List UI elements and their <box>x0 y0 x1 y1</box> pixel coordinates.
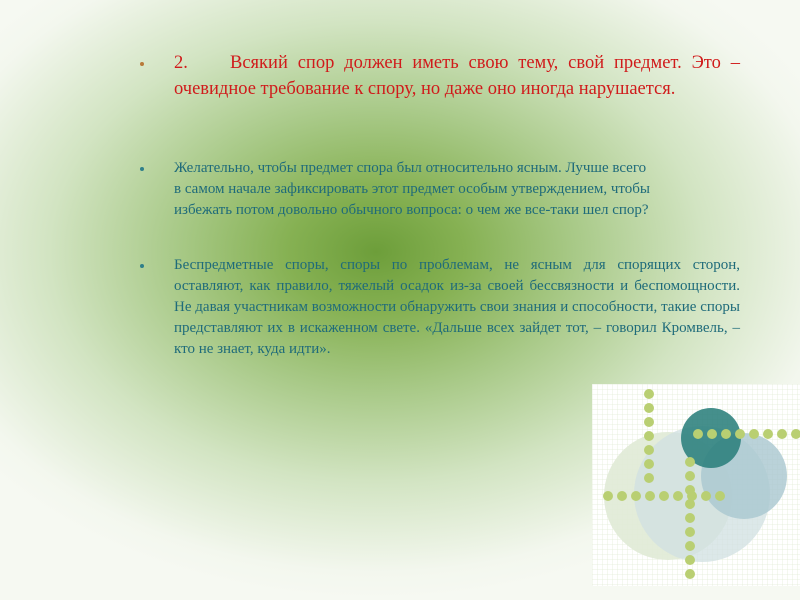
decorative-dot <box>645 491 655 501</box>
circles-and-dots-graphic <box>592 384 800 586</box>
item-2-line-2: в самом начале зафиксировать этот предмет особым утверждением, чтобы <box>174 181 650 197</box>
bullet-item-2 <box>140 158 740 221</box>
decorative-dot <box>685 457 695 467</box>
decorative-graphic <box>592 384 800 586</box>
decorative-dot <box>673 491 683 501</box>
decorative-dot <box>701 491 711 501</box>
decorative-dot <box>763 429 773 439</box>
decorative-dot <box>685 527 695 537</box>
item-2-line-1: Желательно, чтобы предмет спора был относительно ясным. Лучше всего <box>174 160 647 176</box>
item-1-text: Всякий спор должен иметь свою тему, свой предмет. Это – очевидное требование к спору, но даже оно иногда нарушается. <box>174 53 740 99</box>
bullet-item-1 <box>140 50 740 102</box>
decorative-dot <box>644 417 654 427</box>
decorative-dot <box>644 403 654 413</box>
bullet-marker <box>140 167 144 171</box>
bullet-marker <box>140 62 144 66</box>
decorative-dot <box>644 459 654 469</box>
decorative-dot <box>644 431 654 441</box>
decorative-dot <box>617 491 627 501</box>
decorative-dot <box>721 429 731 439</box>
decorative-dot <box>603 491 613 501</box>
decorative-dot <box>685 541 695 551</box>
decorative-dot <box>631 491 641 501</box>
decorative-dot <box>685 485 695 495</box>
decorative-dot <box>644 473 654 483</box>
decorative-dot <box>693 429 703 439</box>
decorative-dot <box>685 513 695 523</box>
decorative-dot <box>685 499 695 509</box>
decorative-dot <box>749 429 759 439</box>
decorative-dot <box>659 491 669 501</box>
item-3-text: Беспредметные споры, споры по проблемам, не ясным для спорящих сторон, оставляют, как правило, тяжелый осадок из-за своей бессвязности и беспомощности. Не давая участникам возможности обнаружить свои знания и способности, такие споры представляют их в искаженном свете. «Дальше всех зайдет тот, – говорил Кромвель, – кто не знает, куда идти». <box>174 257 740 357</box>
decorative-dot <box>644 389 654 399</box>
item-number: 2. <box>174 53 188 73</box>
decorative-dot <box>685 471 695 481</box>
decorative-dot <box>735 429 745 439</box>
decorative-dot <box>644 445 654 455</box>
bullet-item-3 <box>140 255 740 360</box>
decorative-dot <box>715 491 725 501</box>
bullet-marker <box>140 264 144 268</box>
item-2-line-3: избежать потом довольно обычного вопроса: о чем же все-таки шел спор? <box>174 202 649 218</box>
bullet-list <box>140 50 740 360</box>
decorative-dot <box>777 429 787 439</box>
decorative-dot <box>707 429 717 439</box>
decorative-dot <box>685 569 695 579</box>
decorative-dot <box>685 555 695 565</box>
